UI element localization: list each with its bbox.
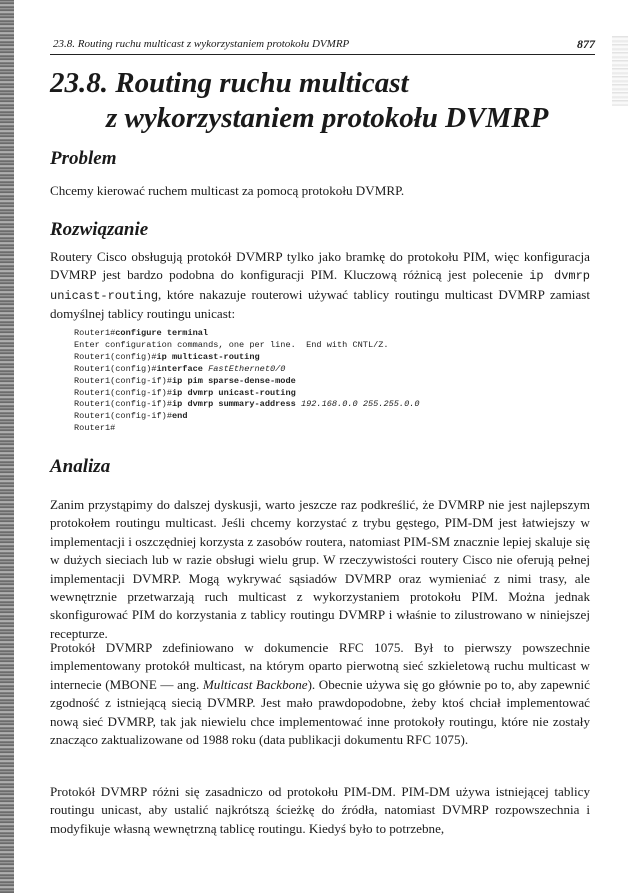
chapter-title-line-1: 23.8. Routing ruchu multicast: [50, 67, 409, 99]
running-head: [50, 36, 595, 55]
scan-edge-shadow: [612, 36, 628, 106]
solution-heading: Rozwiązanie: [50, 219, 149, 240]
analysis-paragraph-2-italic: Multicast Backbone: [202, 676, 308, 692]
code-prompt: Router1(config)#: [74, 351, 157, 362]
code-line: [74, 388, 574, 400]
problem-text: Chcemy kierować ruchem multicast za pomocą protokołu DVMRP.: [50, 183, 405, 198]
solution-text: [50, 248, 590, 324]
problem-heading: Problem: [50, 148, 117, 169]
analysis-heading: Analiza: [50, 456, 111, 477]
code-argument: 192.168.0.0 255.255.0.0: [300, 399, 420, 410]
chapter-title-line-2: z wykorzystaniem protokołu DVMRP: [106, 102, 549, 134]
solution-text-part-1: Routery Cisco obsługują protokół DVMRP tylko jako bramkę do protokołu PIM, więc konfiguracja DVMRP jest bardzo podobna do konfiguracji PIM. Kluczową różnicą jest polecenie: [50, 249, 590, 283]
solution-text-part-2: , które nakazuje routerowi używać tablicy routingu multicast DVMRP zamiast domyślnej tablicy routingu unicast:: [50, 286, 590, 322]
analysis-paragraph-1: Zanim przystąpimy do dalszej dyskusji, warto jeszcze raz podkreślić, że DVMRP nie jest najlepszym protokołem routingu multicast. Jeśli chcemy korzystać z trybu gęstego, PIM-DM jest łatwiejszy w implementacji i oszczędniej korzysta z zasobów routera, natomiast PIM-SM znacznie lepiej skaluje się w dużych sieciach lub w razie obsługi wielu grup. W rzeczywistości routery Cisco nie oferują pełnej implementacji DVMRP. Mogą wykrywać sąsiadów DVMRP oraz wymieniać z nimi trasy, ale wewnętrznie przetwarzają ruch multicast z wykorzystaniem protokołu PIM. Można jednak skonfigurować PIM do korzystania z tablicy routingu DVMRP i właśnie to zilustrowano w niniejszej recepturze.: [50, 497, 590, 641]
analysis-paragraph-2: [50, 639, 590, 749]
page-number: 877: [577, 37, 595, 51]
code-listing: [74, 328, 574, 435]
code-line: [74, 399, 574, 411]
code-command: end: [172, 411, 188, 422]
code-command: ip pim sparse-dense-mode: [172, 375, 296, 386]
code-line: [74, 411, 574, 423]
code-line: [74, 423, 574, 435]
running-head-title: 23.8. Routing ruchu multicast z wykorzystaniem protokołu DVMRP: [53, 38, 350, 50]
code-line: [74, 364, 574, 376]
code-prompt: Router1(config-if)#: [74, 399, 172, 410]
code-prompt: Router1#: [74, 328, 116, 338]
inline-command: ip dvmrp unicast-routing: [50, 269, 590, 303]
code-command: ip dvmrp unicast-routing: [172, 387, 296, 398]
chapter-title: [50, 66, 595, 136]
scan-binding-edge: [0, 0, 14, 893]
code-command: configure terminal: [115, 328, 209, 338]
code-prompt: Router1(config-if)#: [74, 375, 172, 386]
code-command: ip dvmrp summary-address: [172, 399, 301, 410]
analysis-paragraph-2-part-2: ). Obecnie używa się go głównie po to, aby zapewnić zgodność z istniejącą siecią DVMRP. Jest mało prawdopodobne, żeby ktoś chciał implementować nową sieć DVMRP, tak jak niewielu chce implementować inne protokoły routingu, które nie zostały znacząco zaktualizowane od 1988 roku (data publikacji dokumentu RFC 1075).: [50, 676, 590, 748]
analysis-paragraph-2-part-1: Protokół DVMRP zdefiniowano w dokumencie RFC 1075. Był to pierwszy powszechnie implementowany protokół multicast, na którym oparto pierwotną sieć szkieletową ruchu multicast w internecie (MBONE — ang.: [50, 640, 590, 692]
code-prompt: Router1(config-if)#: [74, 387, 172, 398]
code-line: [74, 352, 574, 364]
code-command: interface: [156, 363, 209, 374]
code-prompt: Router1(config)#: [74, 363, 157, 374]
code-prompt: Router1(config-if)#: [74, 411, 172, 422]
code-argument: FastEthernet0/0: [208, 363, 286, 374]
code-line: [74, 376, 574, 388]
analysis-paragraph-3: Protokół DVMRP różni się zasadniczo od protokołu PIM-DM. PIM-DM używa istniejącej tablicy routingu unicast, aby ustalić najkrótszą ścieżkę do źródła, natomiast DVMRP rozpowszechnia i modyfikuje własną wewnętrzną tablicę routingu. Kiedyś było to potrzebne,: [50, 784, 590, 836]
code-prompt: Router1#: [74, 423, 116, 434]
code-line: [74, 340, 574, 352]
code-line: [74, 328, 574, 340]
code-command: ip multicast-routing: [156, 351, 260, 362]
code-prompt: Enter configuration commands, one per line. End with CNTL/Z.: [74, 339, 389, 350]
